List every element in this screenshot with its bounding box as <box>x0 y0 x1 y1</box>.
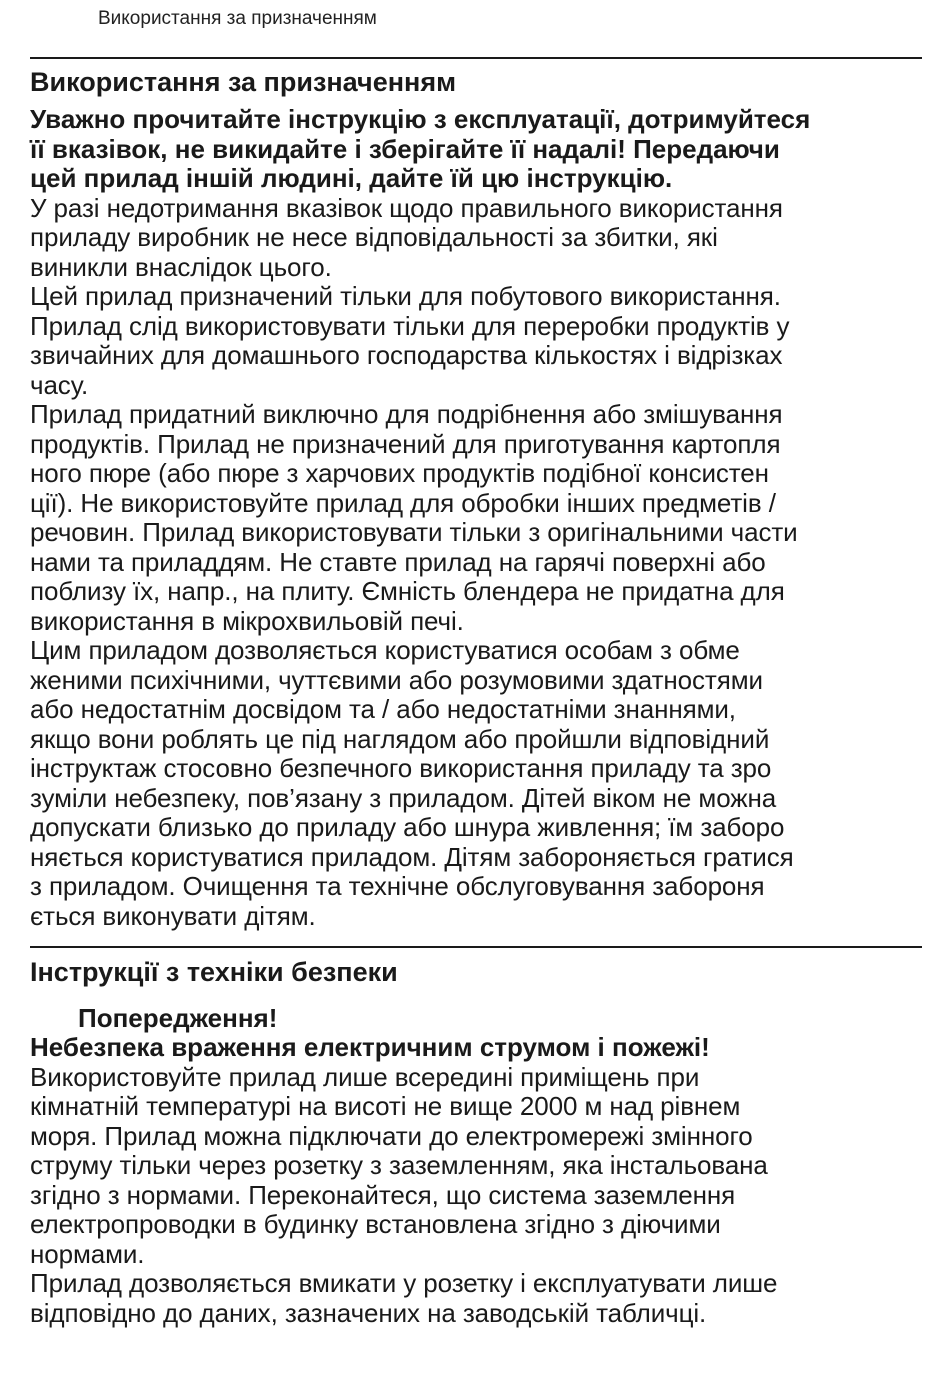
text-line: виникли внаслідок цього. <box>30 251 332 282</box>
text-line: Небезпека враження електричним струмом і пожежі! <box>30 1032 710 1062</box>
text-line: зуміли небезпеку, пов’язану з приладом. Дітей віком не можна <box>30 782 777 813</box>
text-line: Цим приладом дозволяється користуватися особам з обме <box>30 635 740 665</box>
text-line: ції). Не використовуйте прилад для обробки інших предметів / <box>30 487 776 518</box>
text-line: звичайних для домашнього господарства кількостях і відрізках <box>30 340 783 370</box>
text-line: приладу виробник не несе відповідальності за збитки, які <box>30 222 718 252</box>
text-line: нормами. <box>30 1238 145 1269</box>
text-line: продуктів. Прилад не призначений для приготування картопля <box>30 428 781 459</box>
text-line: або недостатнім досвідом та / або недостатніми знаннями, <box>30 694 736 724</box>
section-title: Використання за призначенням <box>30 67 457 97</box>
text-line: Прилад дозволяється вмикати у розетку і експлуатувати лише <box>30 1268 778 1298</box>
text-line: з приладом. Очищення та технічне обслуговування забороня <box>30 871 765 901</box>
text-line: інструктаж стосовно безпечного використання приладу та зро <box>30 753 772 783</box>
hazard-title <box>30 1033 922 1063</box>
text-line: використання в мікрохвильовій печі. <box>30 605 464 636</box>
section-divider <box>30 946 922 948</box>
section-intended-use <box>30 67 922 931</box>
text-line: У разі недотримання вказівок щодо правильного використання <box>30 192 783 223</box>
text-line: женими психічними, чуттєвими або розумовими здатностями <box>30 664 763 695</box>
intro-warning-text <box>30 105 922 194</box>
text-line: Прилад придатний виключно для подрібнення або змішування <box>30 399 783 429</box>
text-line: нами та приладдям. Не ставте прилад на гарячі поверхні або <box>30 546 766 577</box>
text-line: Використовуйте прилад лише всередині приміщень при <box>30 1061 700 1092</box>
text-line: згідно з нормами. Переконайтеся, що система заземлення <box>30 1179 736 1210</box>
text-line: ного пюре (або пюре з харчових продуктів подібної консистен <box>30 458 769 488</box>
text-line: моря. Прилад можна підключати до електромережі змінного <box>30 1120 753 1151</box>
text-line: няється користуватися приладом. Дітям забороняється гратися <box>30 841 794 872</box>
text-line: струму тільки через розетку з заземленням, яка інстальована <box>30 1150 768 1180</box>
text-line: речовин. Прилад використовувати тільки з оригінальними части <box>30 517 798 547</box>
section-title: Інструкції з техніки безпеки <box>30 957 398 987</box>
text-line: Уважно прочитайте інструкцію з експлуатації, дотримуйтеся <box>30 104 811 134</box>
text-line: кімнатній температурі на висоті не вище 2000 м над рівнем <box>30 1091 741 1121</box>
text-line: якщо вони роблять це під наглядом або пройшли відповідний <box>30 723 770 754</box>
paragraph-purpose <box>30 400 922 636</box>
text-line: електропроводки в будинку встановлена згідно з діючими <box>30 1209 721 1239</box>
text-line: часу. <box>30 369 89 400</box>
text-line: допускати близько до приладу або шнура живлення; їм заборо <box>30 812 785 842</box>
text-line: Цей прилад призначений тільки для побутового використання. <box>30 281 781 311</box>
text-line: цей прилад іншій людині, дайте їй цю інструкцію. <box>30 163 673 193</box>
text-line: ється виконувати дітям. <box>30 900 316 931</box>
paragraph-indoor-use <box>30 1063 922 1270</box>
paragraph-household-use <box>30 282 922 400</box>
paragraph-restricted-persons <box>30 636 922 931</box>
paragraph-liability <box>30 194 922 283</box>
text-line: її вказівок, не викидайте і зберігайте її надалі! Передаючи <box>30 133 780 164</box>
warning-label: Попередження! <box>78 1003 278 1033</box>
text-line: відповідно до даних, зазначених на заводській табличці. <box>30 1297 707 1328</box>
section-divider <box>30 57 922 59</box>
text-line: поблизу їх, напр., на плиту. Ємність блендера не придатна для <box>30 576 785 606</box>
paragraph-rating-plate <box>30 1269 922 1328</box>
text-line: Прилад слід використовувати тільки для переробки продуктів у <box>30 310 790 341</box>
running-header: Використання за призначенням <box>98 8 377 29</box>
section-safety-instructions <box>30 957 922 1328</box>
